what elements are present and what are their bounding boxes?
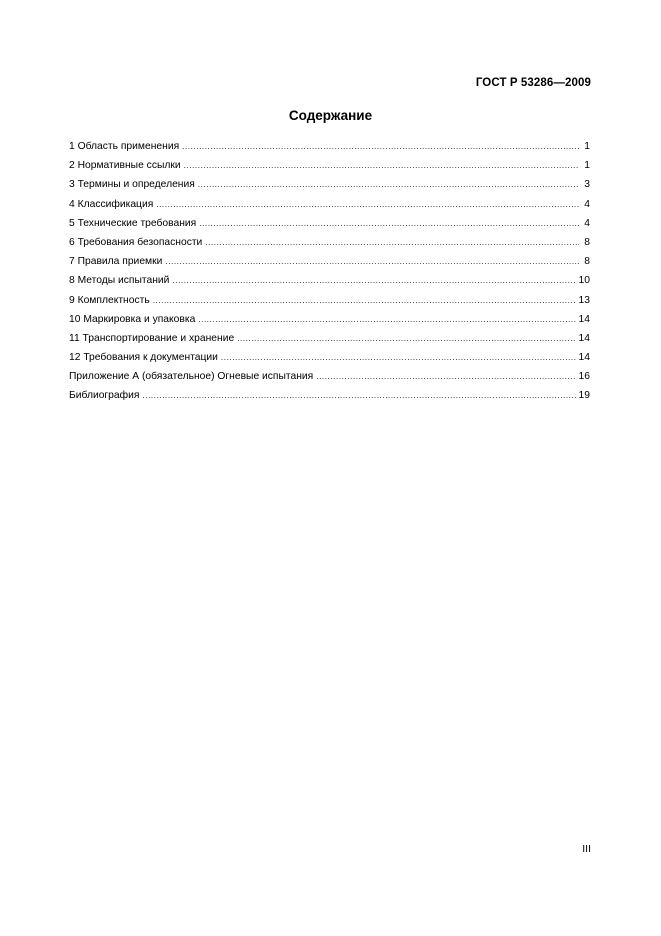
toc-item[interactable] <box>69 214 590 233</box>
toc-item[interactable] <box>69 310 590 329</box>
toc-item[interactable] <box>69 175 590 194</box>
toc-item-page: 4 <box>584 217 590 229</box>
toc-item[interactable] <box>69 291 590 310</box>
toc-item-page: 10 <box>578 275 590 287</box>
toc-leader-dots <box>153 291 576 310</box>
toc-leader-dots <box>198 310 575 329</box>
toc-item[interactable] <box>69 195 590 214</box>
toc-leader-dots <box>165 252 579 271</box>
toc-leader-dots <box>172 271 575 290</box>
toc-item-page: 3 <box>584 179 590 191</box>
toc-leader-dots <box>142 386 575 405</box>
toc-item-label: 4 Классификация <box>69 198 154 210</box>
toc-item-page: 8 <box>584 256 590 268</box>
toc-item[interactable] <box>69 252 590 271</box>
toc-leader-dots <box>182 137 579 156</box>
toc-leader-dots <box>156 195 579 214</box>
toc-item[interactable] <box>69 386 590 405</box>
toc-item-page: 14 <box>578 313 590 325</box>
toc-item-label: 2 Нормативные ссылки <box>69 160 181 172</box>
toc-item-label: Приложение А (обязательное) Огневые испытания <box>69 371 314 383</box>
toc-item-page: 16 <box>578 371 590 383</box>
toc-item-label: 1 Область применения <box>69 141 180 152</box>
toc-item-label: 11 Транспортирование и хранение <box>69 332 235 344</box>
toc-item[interactable] <box>69 367 590 386</box>
toc-item-page: 1 <box>584 141 590 152</box>
toc-leader-dots <box>198 175 579 194</box>
toc-item-label: 10 Маркировка и упаковка <box>69 313 196 325</box>
toc-item-label: 6 Требования безопасности <box>69 236 203 248</box>
toc-item[interactable] <box>69 348 590 367</box>
toc-leader-dots <box>199 214 579 233</box>
page-number: III <box>582 843 591 855</box>
toc-item[interactable] <box>69 271 590 290</box>
toc-item[interactable] <box>69 233 590 252</box>
toc-item-label: 8 Методы испытаний <box>69 275 170 287</box>
toc-item-label: 12 Требования к документации <box>69 352 218 364</box>
toc-item-label: 7 Правила приемки <box>69 256 163 268</box>
toc-item-label: 5 Технические требования <box>69 217 197 229</box>
toc-item-page: 4 <box>584 198 590 210</box>
toc-leader-dots <box>184 156 579 175</box>
toc-leader-dots <box>316 367 575 386</box>
toc-leader-dots <box>237 329 575 348</box>
toc-item-page: 8 <box>584 236 590 248</box>
table-of-contents <box>69 137 590 406</box>
toc-item-page: 13 <box>578 294 590 306</box>
toc-leader-dots <box>221 348 576 367</box>
toc-leader-dots <box>205 233 579 252</box>
toc-item-label: 9 Комплектность <box>69 294 150 306</box>
toc-item-page: 14 <box>578 352 590 364</box>
toc-item[interactable] <box>69 329 590 348</box>
toc-item[interactable] <box>69 156 590 175</box>
toc-title: Содержание <box>288 108 373 123</box>
toc-item[interactable] <box>69 137 590 156</box>
toc-item-label: Библиография <box>69 390 140 402</box>
toc-item-label: 3 Термины и определения <box>69 179 195 191</box>
document-code: ГОСТ Р 53286—2009 <box>475 77 591 89</box>
toc-item-page: 19 <box>578 390 590 402</box>
toc-item-page: 14 <box>578 332 590 344</box>
toc-item-page: 1 <box>584 160 590 172</box>
